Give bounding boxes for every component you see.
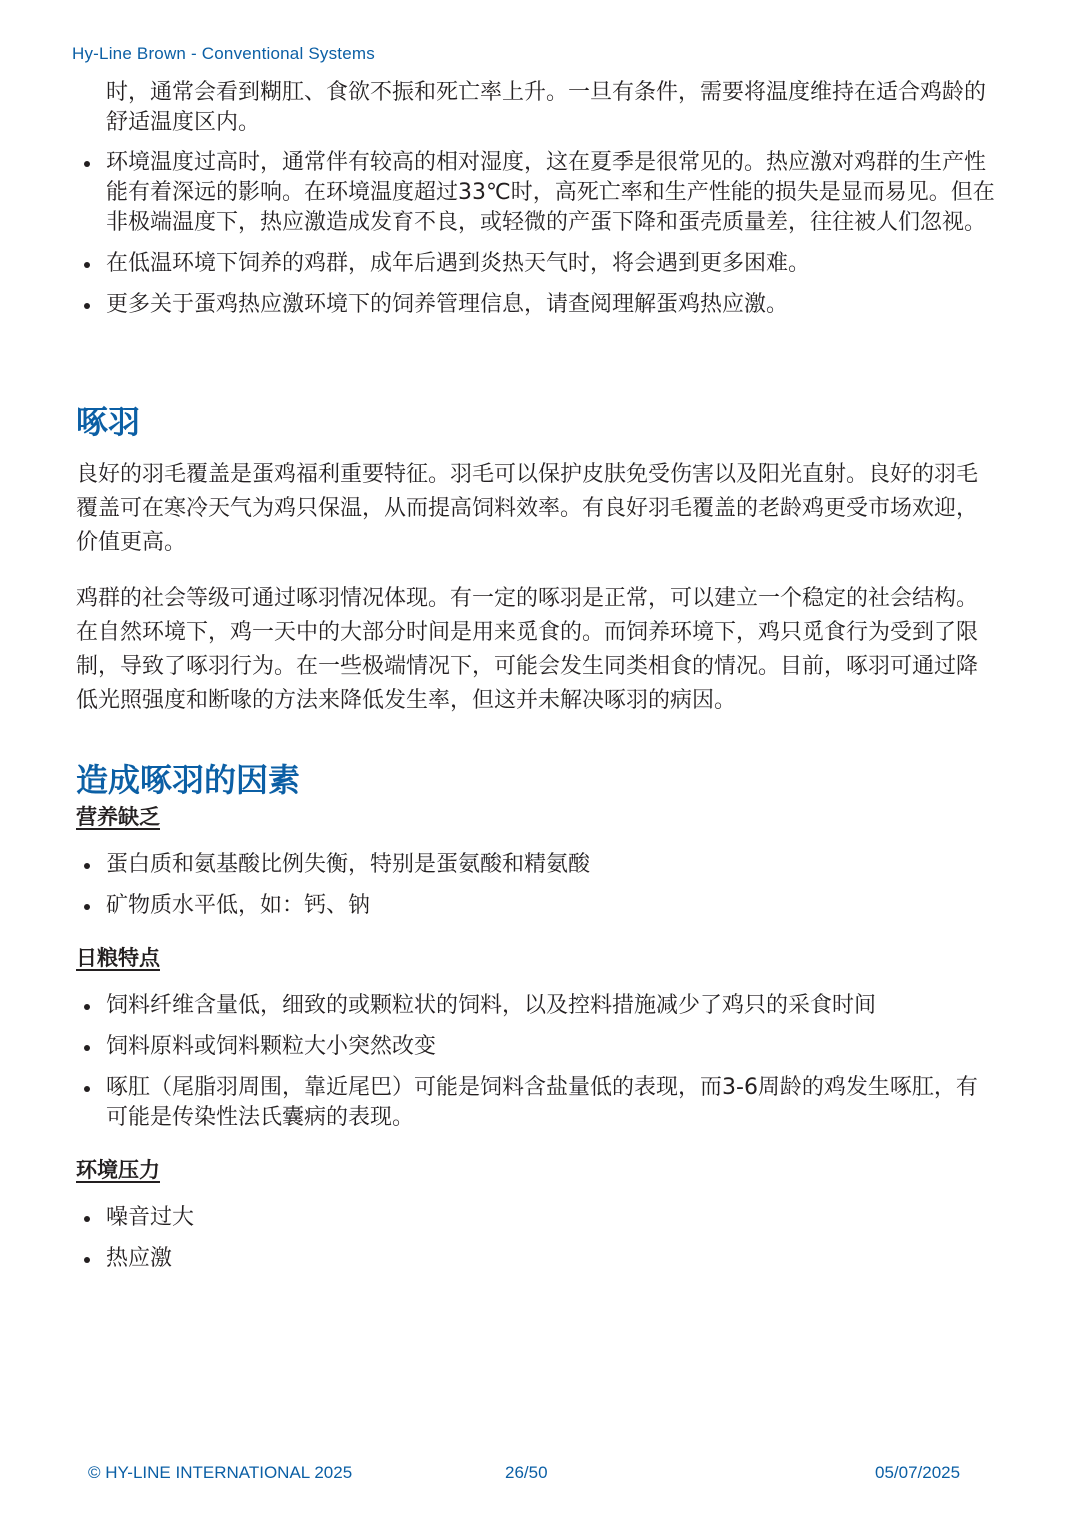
footer-copyright: © HY-LINE INTERNATIONAL 2025 (88, 1463, 353, 1482)
paragraph: 鸡群的社会等级可通过啄羽情况体现。有一定的啄羽是正常，可以建立一个稳定的社会结构。在自然环境下，鸡一天中的大部分时间是用来觅食的。而饲养环境下，鸡只觅食行为受到了限制，导致了啄羽行为。在一些极端情况下，可能会发生同类相食的情况。目前，啄羽可通过降低光照强度和断喙的方法来降低发生率，但这并未解决啄羽的病因。 (76, 586, 979, 713)
subheading-environment: 环境压力 (76, 1158, 160, 1182)
heat-stress-list (76, 148, 996, 320)
paragraph: 良好的羽毛覆盖是蛋鸡福利重要特征。羽毛可以保护皮肤免受伤害以及阳光直射。良好的羽毛覆盖可在寒冷天气为鸡只保温，从而提高饲料效率。有良好羽毛覆盖的老龄鸡更受市场欢迎，价值更高。 (76, 462, 979, 555)
environment-list (76, 1203, 996, 1274)
page-content (76, 78, 996, 1285)
list-item: 在低温环境下饲养的鸡群，成年后遇到炎热天气时，将会遇到更多困难。 (76, 249, 996, 279)
running-header: Hy-Line Brown - Conventional Systems (72, 44, 375, 63)
list-item: 环境温度过高时，通常伴有较高的相对湿度，这在夏季是很常见的。热应激对鸡群的生产性能有着深远的影响。在环境温度超过33℃时，高死亡率和生产性能的损失是显而易见。但在非极端温度下，热应激造成发育不良，或轻微的产蛋下降和蛋壳质量差，往往被人们忽视。 (76, 148, 996, 238)
diet-list (76, 991, 996, 1133)
footer-date: 05/07/2025 (875, 1463, 961, 1482)
nutrition-list (76, 850, 996, 921)
section-title-feather-pecking: 啄羽 (76, 403, 141, 441)
list-item: 饲料原料或饲料颗粒大小突然改变 (76, 1032, 996, 1062)
list-item: 噪音过大 (76, 1203, 996, 1233)
list-item: 蛋白质和氨基酸比例失衡，特别是蛋氨酸和精氨酸 (76, 850, 996, 880)
list-item: 啄肛（尾脂羽周围，靠近尾巴）可能是饲料含盐量低的表现，而3-6周龄的鸡发生啄肛，有可能是传染性法氏囊病的表现。 (76, 1073, 996, 1133)
list-item: 矿物质水平低，如：钙、钠 (76, 891, 996, 921)
subheading-diet: 日粮特点 (76, 946, 160, 970)
list-item: 饲料纤维含量低，细致的或颗粒状的饲料，以及控料措施减少了鸡只的采食时间 (76, 991, 996, 1021)
footer-page-number: 26/50 (505, 1463, 548, 1482)
continued-text: 时，通常会看到糊肛、食欲不振和死亡率上升。一旦有条件，需要将温度维持在适合鸡龄的舒适温度区内。 (106, 80, 987, 135)
section-title-pecking-factors: 造成啄羽的因素 (76, 761, 301, 799)
list-item: 更多关于蛋鸡热应激环境下的饲养管理信息，请查阅理解蛋鸡热应激。 (76, 290, 996, 320)
subheading-nutrition: 营养缺乏 (76, 805, 160, 829)
list-item: 热应激 (76, 1244, 996, 1274)
